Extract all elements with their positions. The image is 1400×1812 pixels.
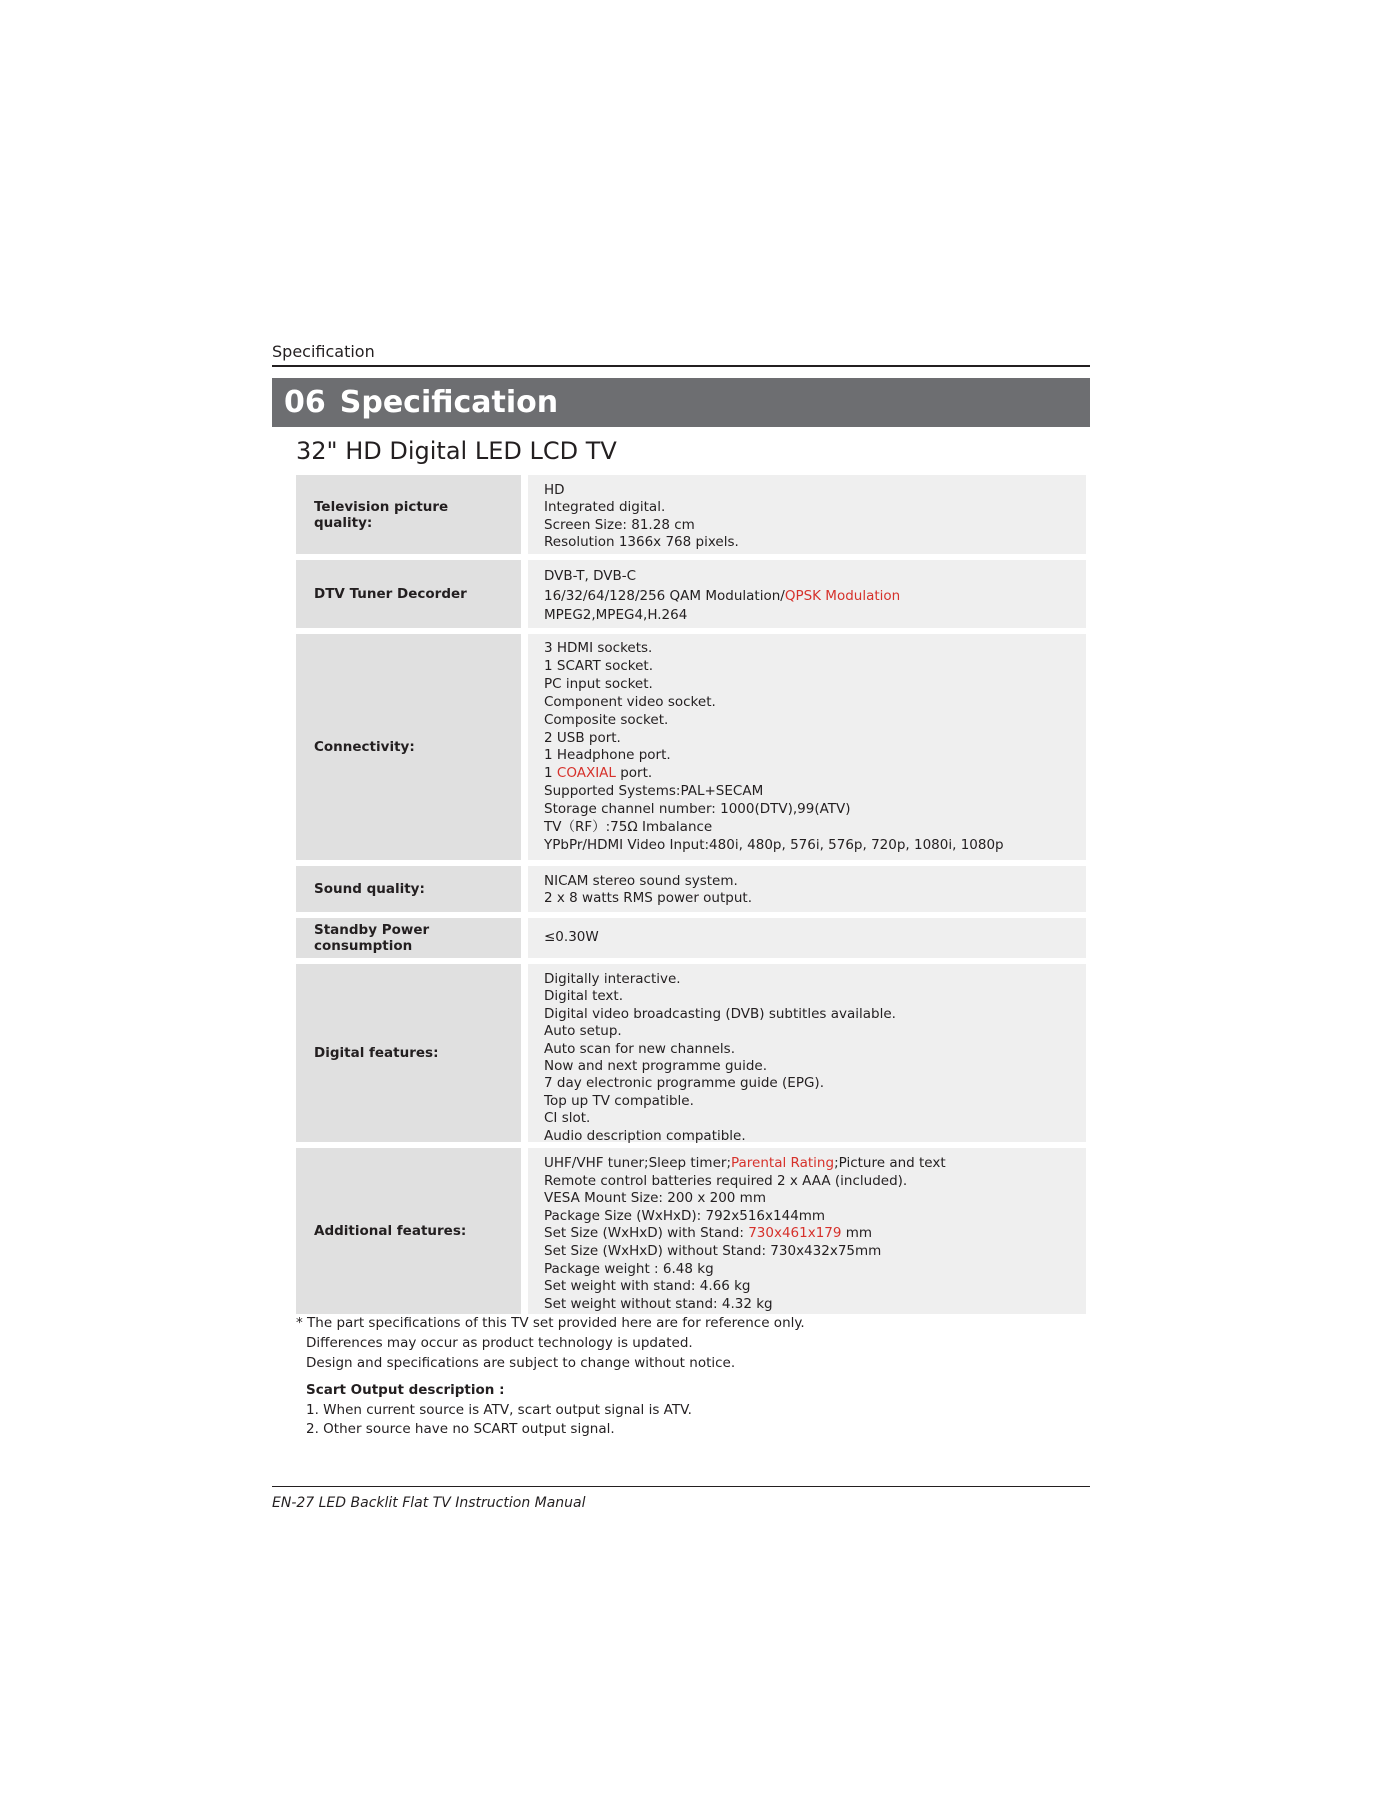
spec-line: TV（RF）:75Ω Imbalance [544,819,713,836]
spec-row-sound [296,866,1086,912]
spec-line [544,1225,1076,1243]
spec-line: Digital video broadcasting (DVB) subtitles available. [544,1005,896,1022]
spec-text: port. [615,765,653,782]
scart-output-description [306,1381,692,1439]
spec-value-additional [528,1148,1086,1314]
spec-row-picture [296,475,1086,554]
spec-line: VESA Mount Size: 200 x 200 mm [544,1190,766,1207]
spec-label-sound: Sound quality: [296,866,521,912]
spec-line [544,587,1076,607]
spec-line: 1 SCART socket. [544,657,653,674]
spec-line: 3 HDMI sockets. [544,640,653,656]
spec-line: 7 day electronic programme guide (EPG). [544,1075,824,1092]
spec-label-standby [296,918,521,958]
spec-line: Integrated digital. [544,499,666,516]
note-line: * The part specifications of this TV set provided here are for reference only. [296,1315,805,1331]
spec-line: HD [544,482,565,498]
spec-value-digital [528,964,1086,1142]
spec-line: Digital text. [544,988,624,1005]
spec-label-line: consumption [314,938,413,954]
spec-line [544,1155,1076,1173]
spec-label-connectivity: Connectivity: [296,634,521,860]
scart-heading: Scart Output description : [306,1382,505,1398]
spec-line: Supported Systems:PAL+SECAM [544,783,764,800]
spec-text: ;Picture and text [834,1155,946,1171]
spec-line: 2 USB port. [544,729,621,746]
spec-text: mm [841,1225,873,1242]
spec-row-additional [296,1148,1086,1314]
spec-line [544,765,1076,783]
spec-text: UHF/VHF tuner;Sleep timer; [544,1155,731,1171]
header-rule [272,365,1090,367]
spec-highlight: 730x461x179 [748,1225,842,1242]
spec-line: Package Size (WxHxD): 792x516x144mm [544,1207,826,1224]
spec-line: Package weight : 6.48 kg [544,1260,714,1277]
spec-label-digital: Digital features: [296,964,521,1142]
scart-item: 2. Other source have no SCART output signal. [306,1421,615,1437]
spec-value-connectivity [528,634,1086,860]
spec-line: Set weight without stand: 4.32 kg [544,1295,773,1312]
spec-line: NICAM stereo sound system. [544,873,738,889]
footer-rule [272,1486,1090,1487]
scart-item: 1. When current source is ATV, scart output signal is ATV. [306,1402,692,1418]
spec-line: YPbPr/HDMI Video Input:480i, 480p, 576i, 576p, 720p, 1080i, 1080p [544,836,1004,853]
spec-value-standby [528,918,1086,958]
spec-line: Component video socket. [544,693,716,710]
spec-row-connectivity [296,634,1086,860]
spec-line: PC input socket. [544,675,653,692]
spec-text: Set Size (WxHxD) with Stand: [544,1225,749,1242]
model-title: 32" HD Digital LED LCD TV [296,437,617,465]
spec-line: Set Size (WxHxD) without Stand: 730x432x75mm [544,1242,882,1259]
section-number: 06 [284,385,326,420]
spec-row-tuner [296,560,1086,628]
running-header: Specification [272,342,375,361]
spec-line: Storage channel number: 1000(DTV),99(ATV) [544,801,851,818]
spec-value-sound [528,866,1086,912]
spec-label-tuner: DTV Tuner Decorder [296,560,521,628]
spec-value-tuner [528,560,1086,628]
spec-row-standby [296,918,1086,958]
spec-line: 1 Headphone port. [544,747,671,764]
reference-notes [296,1313,805,1373]
spec-line: Set weight with stand: 4.66 kg [544,1278,751,1295]
footer-text: EN-27 LED Backlit Flat TV Instruction Manual [272,1495,586,1511]
spec-text: 1 [544,765,557,782]
spec-line: Digitally interactive. [544,971,681,987]
spec-line: Top up TV compatible. [544,1092,694,1109]
spec-line: DVB-T, DVB-C [544,568,637,584]
spec-table [296,475,1086,1320]
spec-line: 2 x 8 watts RMS power output. [544,890,752,907]
spec-label-line: Standby Power [314,922,430,938]
spec-row-digital [296,964,1086,1142]
spec-highlight: Parental Rating [731,1155,835,1171]
spec-label-additional: Additional features: [296,1148,521,1314]
spec-highlight: COAXIAL [556,765,616,782]
note-line: Differences may occur as product technology is updated. [306,1335,693,1351]
spec-line: Resolution 1366x 768 pixels. [544,534,739,551]
spec-line: Remote control batteries required 2 x AAA (included). [544,1172,908,1189]
spec-line: Audio description compatible. [544,1127,746,1144]
spec-line: Now and next programme guide. [544,1058,767,1075]
spec-highlight: QPSK Modulation [784,587,901,604]
note-line: Design and specifications are subject to change without notice. [306,1355,736,1371]
spec-line: Auto scan for new channels. [544,1040,736,1057]
spec-line: ≤0.30W [544,929,599,946]
spec-line: CI slot. [544,1110,591,1127]
spec-line: MPEG2,MPEG4,H.264 [544,607,688,623]
spec-line: Composite socket. [544,711,669,728]
spec-line: Screen Size: 81.28 cm [544,516,695,533]
spec-line: Auto setup. [544,1023,622,1040]
spec-label-picture: Television picture quality: [296,475,521,554]
spec-text: 16/32/64/128/256 QAM Modulation/ [544,587,785,604]
spec-value-picture [528,475,1086,554]
section-heading-band [272,378,1090,427]
section-title: Specification [339,385,559,420]
